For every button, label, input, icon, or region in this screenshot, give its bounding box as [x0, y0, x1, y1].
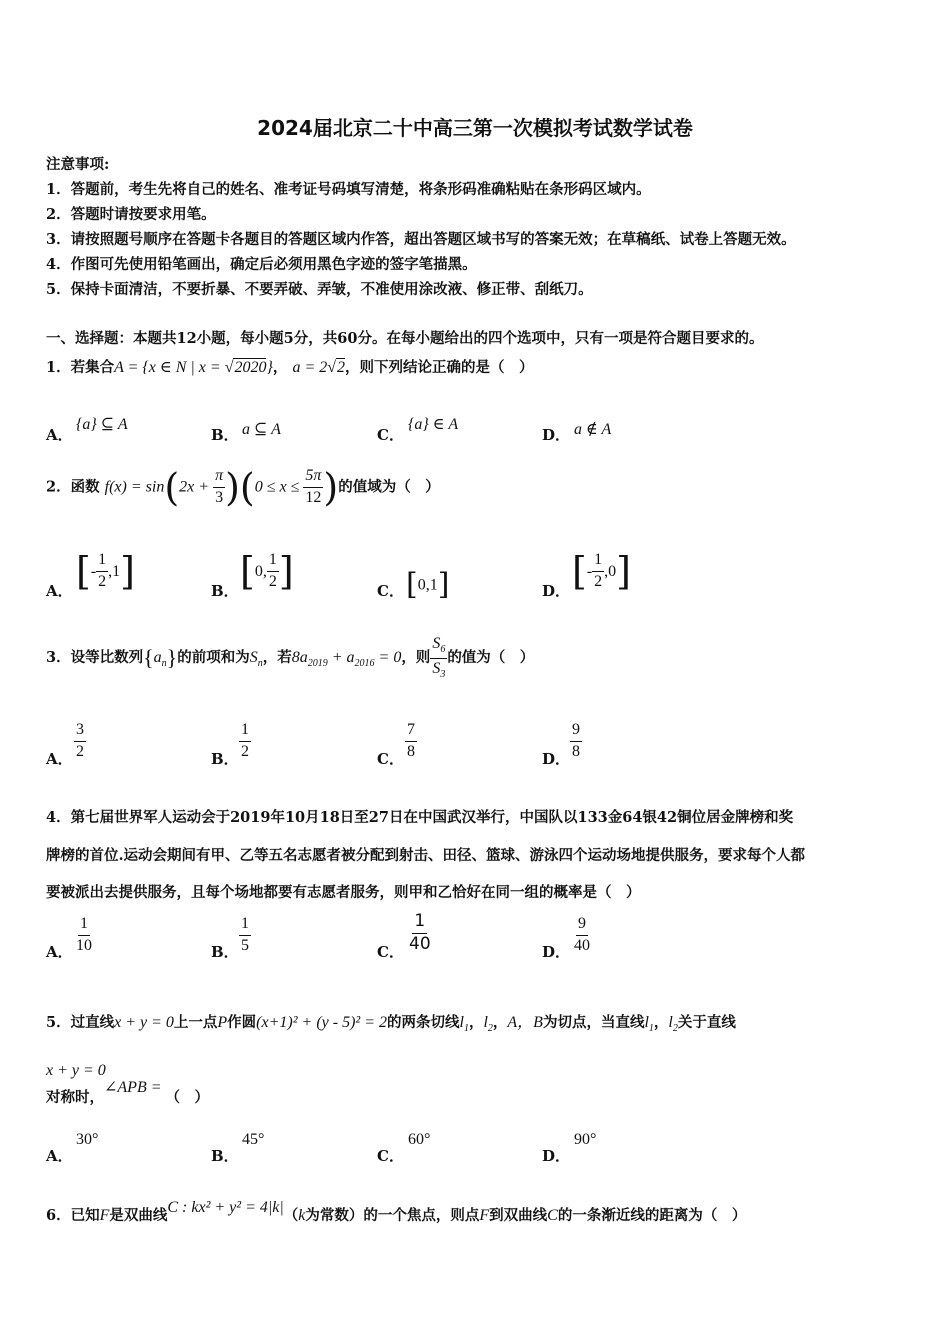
q5-label-a: A． [46, 1147, 73, 1165]
q2-domain: 0 ≤ x ≤ [254, 478, 304, 496]
q1-tail: ，则下列结论正确的是（ ） [345, 359, 534, 376]
q5-line-2: x + y = 0 [46, 1062, 106, 1079]
q3-option-d: $\frac{9}{8}$ [572, 721, 580, 760]
q1-option-b: a ⊆ A [242, 421, 281, 438]
notice-item-3: 3．请按照题号顺序在答题卡各题目的答题区域内作答，超出答题区域书写的答案无效；在草稿纸、试卷上答题无效。 [46, 231, 796, 248]
q1-label-d: D． [542, 426, 571, 444]
q5-label-d: D． [542, 1147, 571, 1165]
q4-option-a: $\frac{1}{10}$ [76, 915, 92, 954]
q1-prefix: 1．若集合 [46, 359, 115, 376]
q4-option-b: $\frac{1}{5}$ [241, 915, 249, 954]
question-6: 6．已知F是双曲线C : kx² + y² = 4|k|（k为常数）的一个焦点，则点F到双曲线C的一条渐近线的距离为（ ） [46, 1199, 747, 1224]
q4-option-d: $\frac{9}{40}$ [574, 915, 590, 954]
q2-option-c: [0,1] [406, 567, 450, 602]
q2-tail: 的值域为（ ） [338, 478, 440, 496]
q2-label-c: C． [377, 582, 404, 600]
q2-label-b: B． [211, 582, 239, 600]
q2-prefix: 2．函数 [46, 478, 100, 496]
q1-label-b: B． [211, 426, 239, 444]
q4-line-1: 4．第七届世界军人运动会于2019年10月18日至27日在中国武汉举行，中国队以133金64银42铜位居金牌榜和奖 [46, 809, 794, 826]
q3-tail: 的值为（ ） [447, 649, 535, 667]
question-2: 2．函数 f(x) = sin(2x + $\frac{\pi}{3}$ )(0 ≤ x ≤ $\frac{5\pi}{12}$ )的值域为（ ） [46, 465, 440, 510]
notice-item-5: 5．保持卡面清洁，不要折暴、不要弄破、弄皱，不准使用涂改液、修正带、刮纸刀。 [46, 281, 593, 298]
q1-a-value: a = 2√2 [292, 359, 346, 376]
page-title: 2024届北京二十中高三第一次模拟考试数学试卷 [257, 116, 693, 140]
q4-label-a: A． [46, 943, 73, 961]
section-heading: 一、选择题：本题共12小题，每小题5分，共60分。在每小题给出的四个选项中，只有一项是符合题目要求的。 [46, 330, 764, 347]
q2-label-d: D． [542, 582, 571, 600]
q6-curve: C : kx² + y² = 4|k| [167, 1199, 284, 1216]
q3-label-c: C． [377, 750, 404, 768]
q3-equation: $8a_{2019} + a_{2016} = 0$ [291, 649, 402, 670]
q3-ratio: $\frac{S_6}{S_3}$ [432, 635, 446, 680]
notice-item-1: 1．答题前，考生先将自己的姓名、准考证号码填写清楚，将条形码准确粘贴在条形码区域内。 [46, 181, 651, 198]
q5-option-a: 30° [76, 1131, 99, 1148]
question-1 [46, 356, 534, 377]
q5-line-2b: 对称时，∠APB = （ ） [46, 1079, 210, 1106]
q4-option-c: $\frac{1}{40}$ [409, 911, 431, 954]
q3-label-b: B． [211, 750, 239, 768]
q5-circle: (x+1)² + (y - 5)² = 2 [256, 1014, 387, 1031]
q5-option-c: 60° [408, 1131, 431, 1148]
q4-label-b: B． [211, 943, 239, 961]
q4-label-d: D． [542, 943, 571, 961]
q5-option-d: 90° [574, 1131, 597, 1148]
notice-heading: 注意事项: [46, 156, 110, 173]
q2-option-a: [- $\frac{1}{2}$ ,1] [76, 549, 135, 594]
notice-item-2: 2．答题时请按要求用笔。 [46, 206, 216, 223]
q1-mid: ， [272, 359, 288, 376]
q3-prefix: 3．设等比数列 [46, 649, 144, 667]
q4-line-3: 要被派出去提供服务，且每个场地都要有志愿者服务，则甲和乙恰好在同一组的概率是（ ） [46, 884, 641, 901]
q5-angle: ∠APB = [104, 1079, 166, 1096]
q1-label-c: C． [377, 426, 404, 444]
q1-option-a: {a} ⊆ A [76, 416, 128, 433]
q1-option-c: {a} ∈ A [408, 416, 459, 433]
q5-option-b: 45° [242, 1131, 265, 1148]
q2-function: f(x) = sin [104, 478, 165, 496]
q3-label-a: A． [46, 750, 73, 768]
q1-option-d: a ∉ A [574, 421, 612, 438]
q2-option-d: [- $\frac{1}{2}$ ,0] [572, 549, 631, 594]
q2-label-a: A． [46, 582, 73, 600]
q3-option-c: $\frac{7}{8}$ [407, 721, 415, 760]
q2-option-b: [0, $\frac{1}{2}$ ] [240, 549, 294, 594]
notice-item-4: 4．作图可先使用铅笔画出，确定后必须用黑色字迹的签字笔描黑。 [46, 256, 477, 273]
q3-option-a: $\frac{3}{2}$ [76, 721, 84, 760]
q5-label-b: B． [211, 1147, 239, 1165]
q3-label-d: D． [542, 750, 571, 768]
q5-line: x + y = 0 [114, 1014, 174, 1031]
q5-label-c: C． [377, 1147, 404, 1165]
q1-set: A = {x ∈ N | x = √2020} [114, 359, 273, 376]
question-3: 3．设等比数列$\{a_n\}$的前项和为$S_n$，若$8a_{2019} + a_{2016} = 0$，则 $\frac{S_6}{S_3}$ 的值为（ ） [46, 635, 535, 680]
question-5: 5．过直线x + y = 0上一点P作圆(x+1)² + (y - 5)² = 2的两条切线$l_1$，$l_2$，A，B为切点，当直线$l_1$，$l_2$关于直线 [46, 1014, 736, 1035]
q4-line-2: 牌榜的首位.运动会期间有甲、乙等五名志愿者被分配到射击、田径、篮球、游泳四个运动场地提供服务，要求每个人都 [46, 847, 806, 864]
q1-label-a: A． [46, 426, 73, 444]
q4-label-c: C． [377, 943, 404, 961]
q3-sequence: $a_n$ [153, 649, 167, 670]
q3-option-b: $\frac{1}{2}$ [241, 721, 249, 760]
